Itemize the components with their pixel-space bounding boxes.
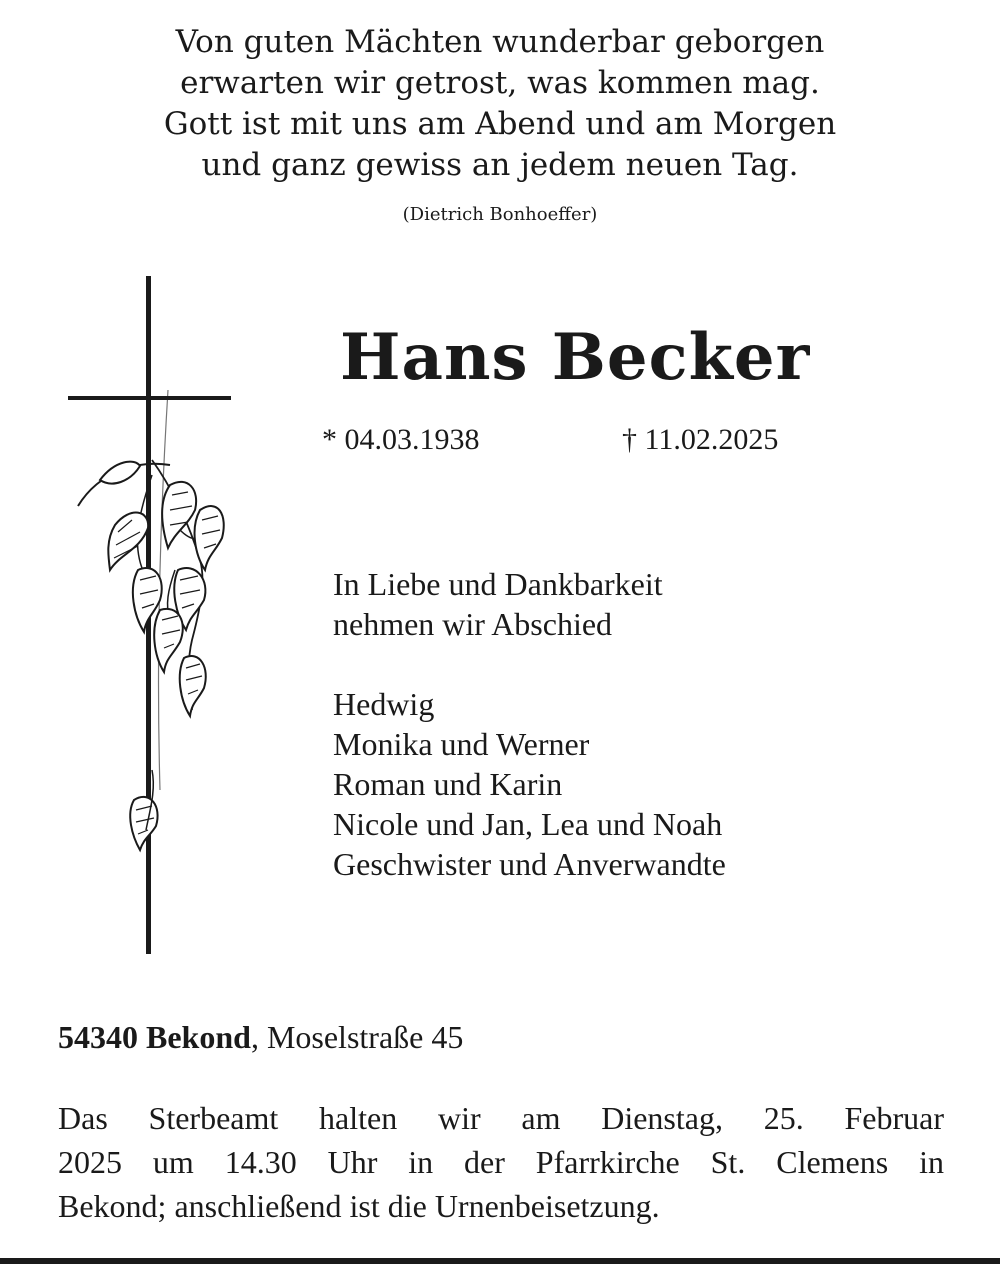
- poem-line: Von guten Mächten wunderbar geborgen: [175, 24, 825, 60]
- service-notice: [58, 1096, 944, 1228]
- poem-line: erwarten wir getrost, was kommen mag.: [180, 65, 820, 101]
- poem-author: (Dietrich Bonhoeffer): [402, 204, 598, 225]
- poem-line: und ganz gewiss an jedem neuen Tag.: [201, 147, 799, 183]
- address-street: , Moselstraße 45: [250, 1019, 464, 1055]
- death-date: † 11.02.2025: [622, 423, 779, 456]
- farewell-line: nehmen wir Abschied: [333, 606, 613, 642]
- family-member: Roman und Karin: [333, 766, 563, 802]
- deceased-name: Hans Becker: [340, 320, 811, 395]
- birth-date: * 04.03.1938: [322, 423, 480, 456]
- family-member: Nicole und Jan, Lea und Noah: [333, 806, 723, 842]
- farewell-line: In Liebe und Dankbarkeit: [333, 566, 663, 602]
- poem: [0, 22, 1000, 186]
- family-member: Hedwig: [333, 686, 435, 722]
- family-member: Geschwister und Anverwandte: [333, 846, 726, 882]
- service-line: Das Sterbeamt halten wir am Dienstag, 25. Februar: [58, 1100, 944, 1136]
- address: [58, 1016, 463, 1058]
- family-list: [333, 684, 726, 884]
- family-member: Monika und Werner: [333, 726, 590, 762]
- service-line: 2025 um 14.30 Uhr in der Pfarrkirche St. Clemens in: [58, 1144, 944, 1180]
- address-place: 54340 Bekond: [58, 1019, 251, 1055]
- farewell-text: [333, 564, 663, 644]
- cross-with-branch-icon: [60, 270, 240, 960]
- service-line: Bekond; anschließend ist die Urnenbeisetzung.: [58, 1188, 660, 1224]
- poem-line: Gott ist mit uns am Abend und am Morgen: [163, 106, 837, 142]
